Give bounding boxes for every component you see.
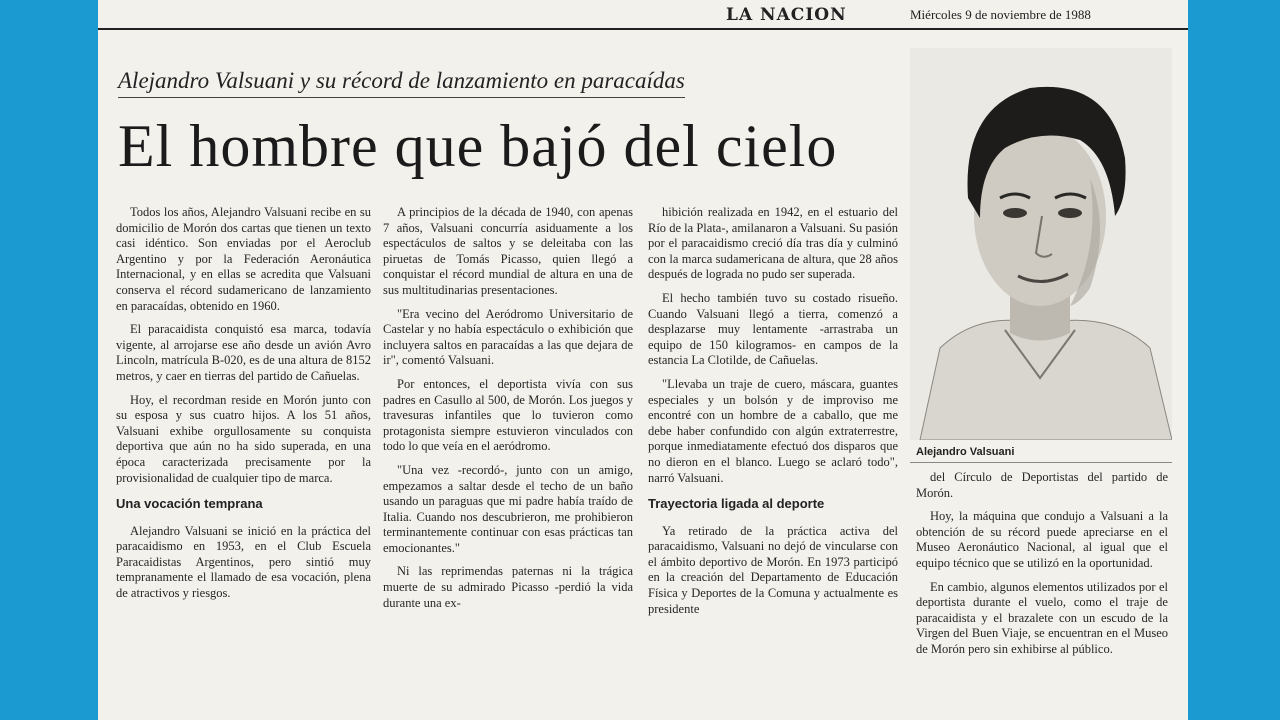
newspaper-name: LA NACION	[726, 5, 847, 25]
paragraph: "Llevaba un traje de cuero, máscara, guantes especiales y un bolsón y de improviso me encontré con un hombre de a caballo, que me debe haber confundido con algún extraterrestre, porque inmediatamente efectuó dos disparos que no dieron en el blanco. Luego se aclaró todo", narró Valsuani.	[648, 376, 898, 485]
caption-divider	[910, 462, 1172, 463]
text-column-3	[648, 205, 898, 625]
paragraph: El paracaidista conquistó esa marca, todavía vigente, al arrojarse ese año desde un avión Avro Lincoln, matrícula B-020, es de una altura de 8152 metros, y caer en tierras del partido de Cañuelas.	[116, 322, 371, 383]
subheading: Trayectoria ligada al deporte	[648, 496, 825, 512]
article-headline: El hombre que bajó del cielo	[118, 113, 838, 179]
paragraph: Hoy, el recordman reside en Morón junto con su esposa y sus cuatro hijos. A los 51 años, Valsuani exhibe orgullosamente su conquista deportiva que aún no ha sido superada, en una época caracterizada precisamente por la provisionalidad de cualquier tipo de marca.	[116, 392, 371, 485]
paragraph: En cambio, algunos elementos utilizados por el deportista durante el vuelo, como el traje de paracaidista y el brazalete con un escudo de la Virgen del Buen Viaje, se encuentran en el Museo de Morón pero sin exhibirse al público.	[916, 579, 1168, 656]
paragraph: A principios de la década de 1940, con apenas 7 años, Valsuani concurría asiduamente a los espectáculos de saltos y se deleitaba con las piruetas de Tomás Picasso, quien llegó a conquistar el récord mundial de altura en una de sus multitudinarias presentaciones.	[383, 205, 633, 297]
portrait-photo	[910, 48, 1172, 440]
paragraph: del Círculo de Deportistas del partido de Morón.	[916, 470, 1168, 500]
text-column-2	[383, 205, 633, 619]
paragraph: Todos los años, Alejandro Valsuani recibe en su domicilio de Morón dos cartas que tienen un texto casi idéntico. Son enviadas por el Aeroclub Argentino y por la Federación Aeronáutica Internacional, y en ellas se acredita que Valsuani conserva el récord sudamericano de lanzamiento en paracaídas, obtenido en 1960.	[116, 205, 371, 313]
article-kicker: Alejandro Valsuani y su récord de lanzamiento en paracaídas	[118, 68, 685, 98]
portrait-illustration	[910, 48, 1172, 440]
paragraph: Alejandro Valsuani se inició en la práctica del paracaidismo en 1953, en el Club Escuela Paracaidistas Argentinos, pero sintió muy tempranamente el llamado de esa vocación, plena de atractivos y riesgos.	[116, 523, 371, 601]
publication-date: Miércoles 9 de noviembre de 1988	[910, 7, 1091, 22]
text-column-1	[116, 205, 371, 610]
newspaper-clipping	[98, 0, 1188, 720]
paragraph: hibición realizada en 1942, en el estuario del Río de la Plata-, amilanaron a Valsuani. Su pasión por el paracaidismo creció día tras día y culminó con la marca sudamericana de altura, que 28 años después de lograda no pudo ser superada.	[648, 205, 898, 282]
paragraph: Por entonces, el deportista vivía con sus padres en Casullo al 500, de Morón. Los juegos y travesuras infantiles que lo tuvieron como protagonista siempre estuvieron vinculados con todo lo que veía en el aeródromo.	[383, 376, 633, 454]
text-column-4	[916, 470, 1168, 666]
paragraph: El hecho también tuvo su costado risueño. Cuando Valsuani llegó a tierra, comenzó a desplazarse muy lentamente -arrastraba un equipo de 150 kilogramos- en campos de la estancia La Clotilde, de Cañuelas.	[648, 290, 898, 368]
photo-caption: Alejandro Valsuani	[916, 446, 1015, 458]
paragraph: "Una vez -recordó-, junto con un amigo, empezamos a saltar desde el techo de un baño usando un paraguas que mi padre había traído de Italia. Cuando nos descubrieron, me prohibieron terminantemente continuar con esas prácticas tan emocionantes."	[383, 462, 633, 555]
paragraph: "Era vecino del Aeródromo Universitario de Castelar y no había espectáculo o exhibición que incluyera saltos en paracaídas a las que dejara de ir", comentó Valsuani.	[383, 306, 633, 368]
paragraph: Ni las reprimendas paternas ni la trágica muerte de su admirado Picasso -perdió la vida durante una ex-	[383, 564, 633, 610]
paragraph: Hoy, la máquina que condujo a Valsuani a la obtención de su récord puede apreciarse en el Museo Aeronáutico Nacional, al igual que el equipo técnico que se utilizó en la oportunidad.	[916, 509, 1168, 570]
subheading: Una vocación temprana	[116, 496, 263, 512]
paragraph: Ya retirado de la práctica activa del paracaidismo, Valsuani no dejó de vincularse con el ámbito deportivo de Morón. En 1973 participó en la creación del Departamento de Educación Física y Deportes de la Comuna y actualmente es presidente	[648, 523, 898, 616]
masthead	[98, 0, 1188, 30]
